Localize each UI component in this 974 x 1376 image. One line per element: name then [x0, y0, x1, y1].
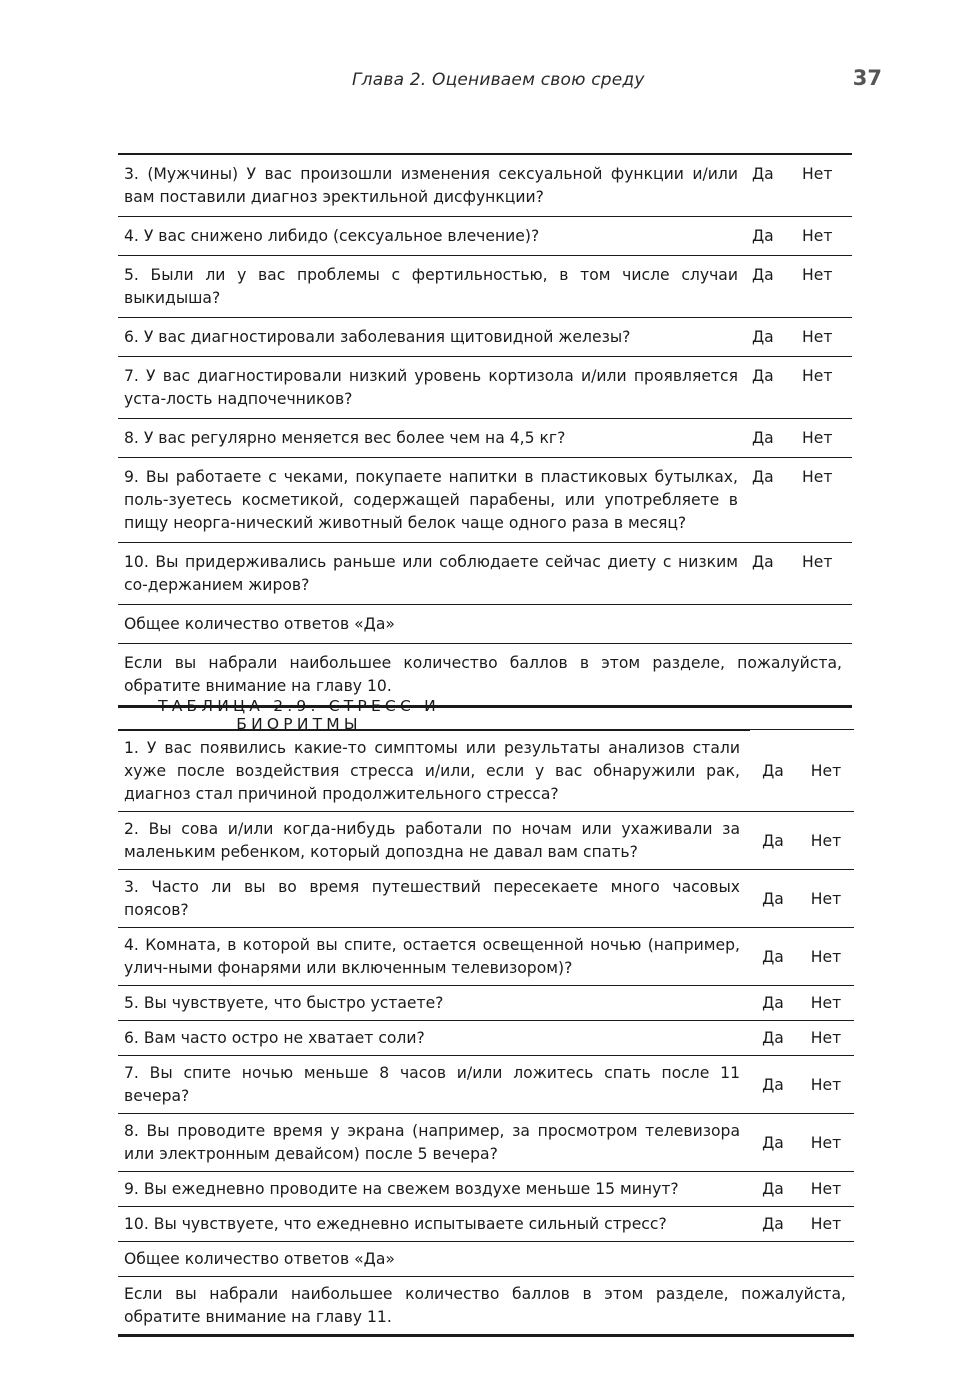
question-text: 6. У вас диагностировали заболевания щитовидной железы? [118, 318, 748, 357]
answer-no: Нет [798, 1056, 854, 1114]
chapter-reference-note: Если вы набрали наибольшее количество баллов в этом разделе, пожалуйста, обратите внимание на главу 11. [118, 1277, 854, 1336]
answer-yes: Да [748, 458, 798, 543]
question-text: 6. Вам часто остро не хватает соли? [118, 1021, 748, 1056]
table-row [118, 419, 852, 458]
hormone-questionnaire-table [118, 153, 852, 708]
answer-yes: Да [748, 1172, 798, 1207]
answer-yes: Да [748, 731, 798, 812]
answer-no: Нет [798, 870, 854, 928]
chapter-reference-note: Если вы набрали наибольшее количество баллов в этом разделе, пожалуйста, обратите внимание на главу 10. [118, 644, 852, 707]
answer-yes: Да [748, 357, 798, 419]
table-row [118, 986, 854, 1021]
table-row [118, 1056, 854, 1114]
answer-no: Нет [798, 986, 854, 1021]
question-text: 5. Вы чувствуете, что быстро устаете? [118, 986, 748, 1021]
table-row [118, 256, 852, 318]
question-text: 10. Вы чувствуете, что ежедневно испытываете сильный стресс? [118, 1207, 748, 1242]
answer-yes: Да [748, 870, 798, 928]
table-row [118, 318, 852, 357]
answer-no: Нет [798, 256, 852, 318]
table-row [118, 217, 852, 256]
answer-no: Нет [798, 419, 852, 458]
answer-yes: Да [748, 986, 798, 1021]
table-row [118, 458, 852, 543]
question-text: 7. У вас диагностировали низкий уровень кортизола и/или проявляется уста-лость надпочечников? [118, 357, 748, 419]
answer-no: Нет [798, 357, 852, 419]
question-text: 9. Вы ежедневно проводите на свежем воздухе меньше 15 минут? [118, 1172, 748, 1207]
question-text: 5. Были ли у вас проблемы с фертильностью, в том числе случаи выкидыша? [118, 256, 748, 318]
question-text: 3. Часто ли вы во время путешествий пересекаете много часовых поясов? [118, 870, 748, 928]
page-number: 37 [852, 66, 882, 90]
table-row [118, 731, 854, 812]
question-text: 9. Вы работаете с чеками, покупаете напитки в пластиковых бутылках, поль-зуетесь косметикой, содержащей парабены, или употребляете в пищу неорга-нический животный белок чаще одного раза в месяц? [118, 458, 748, 543]
table-row [118, 928, 854, 986]
answer-yes: Да [748, 318, 798, 357]
question-text: 7. Вы спите ночью меньше 8 часов и/или ложитесь спать после 11 вечера? [118, 1056, 748, 1114]
table-row [118, 1172, 854, 1207]
answer-yes: Да [748, 419, 798, 458]
table-row [118, 1114, 854, 1172]
question-text: 10. Вы придерживались раньше или соблюдаете сейчас диету с низким со-держанием жиров? [118, 543, 748, 605]
answer-yes: Да [748, 1207, 798, 1242]
note-row [118, 1277, 854, 1336]
table-row [118, 543, 852, 605]
answer-yes: Да [748, 1056, 798, 1114]
table-row [118, 1021, 854, 1056]
total-yes-label: Общее количество ответов «Да» [118, 605, 852, 644]
question-text: 8. Вы проводите время у экрана (например, за просмотром телевизора или электронным девайсом) после 5 вечера? [118, 1114, 748, 1172]
answer-no: Нет [798, 731, 854, 812]
answer-no: Нет [798, 1114, 854, 1172]
question-text: 4. У вас снижено либидо (сексуальное влечение)? [118, 217, 748, 256]
table-row [118, 1207, 854, 1242]
answer-no: Нет [798, 1021, 854, 1056]
answer-yes: Да [748, 928, 798, 986]
answer-yes: Да [748, 217, 798, 256]
answer-no: Нет [798, 318, 852, 357]
table-caption: ТАБЛИЦА 2.9. СТРЕСС И БИОРИТМЫ [158, 697, 440, 733]
answer-no: Нет [798, 217, 852, 256]
running-head [0, 66, 974, 98]
answer-no: Нет [798, 458, 852, 543]
answer-no: Нет [798, 812, 854, 870]
answer-yes: Да [748, 154, 798, 217]
answer-no: Нет [798, 1207, 854, 1242]
answer-no: Нет [798, 928, 854, 986]
chapter-title: Глава 2. Оцениваем свою среду [352, 70, 645, 90]
total-row [118, 605, 852, 644]
answer-yes: Да [748, 812, 798, 870]
answer-yes: Да [748, 543, 798, 605]
table-row [118, 870, 854, 928]
table-row [118, 154, 852, 217]
answer-yes: Да [748, 1021, 798, 1056]
table-row [118, 812, 854, 870]
answer-yes: Да [748, 256, 798, 318]
answer-yes: Да [748, 1114, 798, 1172]
answer-no: Нет [798, 154, 852, 217]
answer-no: Нет [798, 1172, 854, 1207]
table-top-rule-right [750, 729, 854, 730]
question-text: 2. Вы сова и/или когда-нибудь работали по ночам или ухаживали за маленьким ребенком, который допоздна не давал вам спать? [118, 812, 748, 870]
total-yes-label: Общее количество ответов «Да» [118, 1242, 854, 1277]
question-text: 1. У вас появились какие-то симптомы или результаты анализов стали хуже после воздействия стресса и/или, если у вас обнаружили рак, диагноз стал причиной продолжительного стресса? [118, 731, 748, 812]
question-text: 3. (Мужчины) У вас произошли изменения сексуальной функции и/или вам поставили диагноз эректильной дисфункции? [118, 154, 748, 217]
question-text: 8. У вас регулярно меняется вес более чем на 4,5 кг? [118, 419, 748, 458]
total-row [118, 1242, 854, 1277]
table-row [118, 357, 852, 419]
stress-biorhythm-table [118, 731, 854, 1337]
question-text: 4. Комната, в которой вы спите, остается освещенной ночью (например, улич-ными фонарями или включенным телевизором)? [118, 928, 748, 986]
answer-no: Нет [798, 543, 852, 605]
